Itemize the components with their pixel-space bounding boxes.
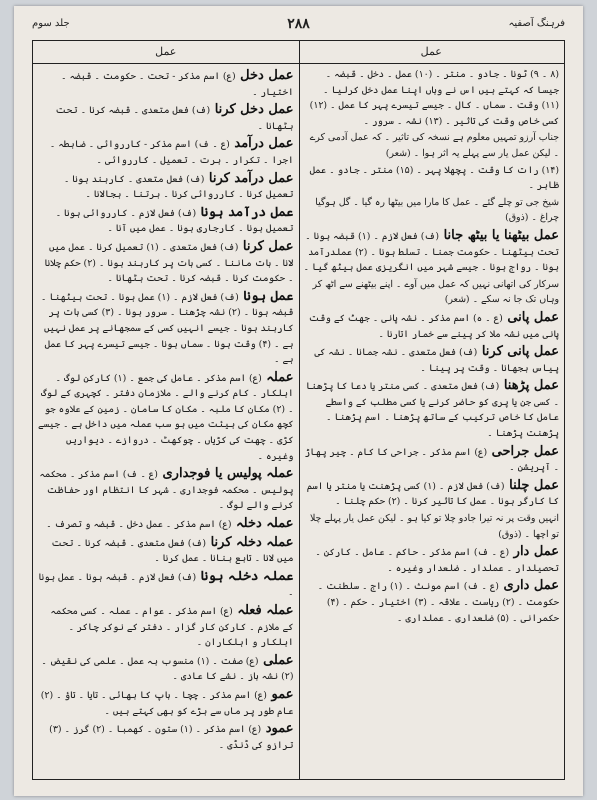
entry-headword: عمل درآمد [234,136,294,152]
entry-definition: (ف) فعل متعدی ۔ نشہ جمانا ۔ نشہ کی پیاس بجھانا ۔ وقت پر پینا ۔ [314,347,559,374]
entry-definition: (ف) فعل متعدی ۔ کسی منتر یا دعا کا پڑھنا ۔ کسی جن یا پری کو حاضر کرنے یا کسی مطلب کے واسطے عامل کا خاص ترکیب کے ساتھ پڑھنا ۔ اسم پڑھنا ۔ پڑھنت پڑھنا ۔ [305,381,559,440]
entry-definition: (ع ۔ ف) اسم مونث ۔ (۱) راج ۔ سلطنت ۔ حکومت ۔ (۲) ریاست ۔ علاقہ ۔ (۳) اختیار ۔ حکم ۔ (۴) حکمرانی ۔ (۵) ضلعداری ۔ عملداری ۔ [317,581,559,624]
dictionary-entry [38,720,294,753]
entry-definition: (ف) فعل متعدی ۔ (۱) تعمیل کرنا ۔ عمل میں لانا ۔ بات ماننا ۔ کسی بات پر کاربند ہونا ۔ (۲) حکم چلانا ۔ حکومت کرنا ۔ قبضہ کرنا ۔ تحت بٹھانا ۔ [44,241,294,285]
entry-headword: عملہ [266,369,294,385]
dictionary-entry [38,288,294,368]
dictionary-entry [304,163,560,194]
dictionary-entry [38,652,294,685]
entry-definition: (ف) فعل متعدی ۔ قبضہ کرنا ۔ تحت میں لانا ۔ تابع بنانا ۔ عمل کرنا ۔ [51,537,294,565]
entry-definition: (ع) اسم مذکر ۔ چچا ۔ باپ کا بھائی ۔ تایا ۔ تاؤ ۔ (۲) عام طور پر ماں سے بڑے کو بھی کہتے ہیں ۔ [40,689,294,717]
page-number: ۲۸۸ [287,16,310,32]
entry-definition: (ع) اسم مذکر ۔ عمل دخل ۔ قبضہ و تصرف ۔ [46,519,232,531]
dictionary-entry [304,377,560,441]
entry-headword: عملہ پولیس یا فوجداری [162,466,294,482]
entry-definition: سرکار کی اتھانی نہیں کہ عمل میں آوے ۔ اپنے بیٹھنے سے اٹھ کر وہاں تک جا نہ سکے ۔ (شعر) [312,278,559,306]
entry-definition: (ف) فعل لازم ۔ قبضہ ہونا ۔ عمل ہونا ۔ [38,571,294,599]
entry-headword: عمل چلنا [509,477,559,493]
entry-definition: (ف) فعل لازم ۔ کارروائی ہونا ۔ تعمیل ہونا ۔ کارجاری ہونا ۔ عمل میں آنا ۔ [55,207,294,235]
entry-headword: عمل پانی [507,309,559,325]
entry-definition: (ع ۔ ہ) اسم مذکر ۔ نشہ پانی ۔ جھٹ کے وقت پانی میں نشہ ملا کر پینے سے خمار اتارنا ۔ [308,312,559,340]
dictionary-entry [38,101,294,134]
entry-definition: (ع) اسم مذکر - تحت ۔ حکومت ۔ قبضہ ۔ اختیار ۔ [61,71,294,98]
right-column-heading: عمل [299,41,565,64]
dictionary-entry [38,170,294,203]
entry-definition: (ع) اسم مذکر ۔ عوام ۔ عملہ ۔ کسی محکمہ کے ملازم ۔ کارکن کار گزار ۔ دفتر کے نوکر چاکر ۔ اہلکار و اہلکاران ۔ [50,606,294,649]
dictionary-entry [38,238,294,287]
left-column-heading: عمل [33,41,299,64]
column-divider [299,41,300,779]
dictionary-entry [304,443,560,476]
entry-headword: عمل دخل [240,68,294,83]
entry-headword: عمل جراحی [491,443,559,459]
book-title: فرہنگ آصفیہ [508,18,565,29]
entry-headword: عمل بیٹھنا یا بیٹھ جانا [443,227,559,243]
entry-definition: (ع) اسم مذکر ۔ جراحی کا کام ۔ چیر پھاڑ ۔ آپریشن ۔ [304,446,559,474]
dictionary-entry [38,204,294,237]
entry-headword: عملہ دخلہ کرنا [210,534,294,550]
dictionary-entry [304,477,560,510]
dictionary-entry [304,309,560,342]
entry-headword: عملہ دخلہ [236,516,294,532]
entry-definition: (ف) فعل متعدی ۔ کاربند ہونا ۔ تعمیل کرنا ۔ کارروائی کرنا ۔ برتنا ۔ بجالانا ۔ [63,173,294,201]
entry-definition: (ف) فعل متعدی ۔ قبضہ کرنا ۔ تحت بٹھانا ۔ [55,105,294,132]
entry-definition: (۸ ۔ ۹) ٹونا ۔ جادو ۔ منتر ۔ (۱۰) عمل ۔ دخل ۔ قبضہ ۔ جیسا کہ کہتے ہیں اس نے وہاں اپنا عمل دخل کرلیا ۔ (۱۱) وقت ۔ سماں ۔ کال ۔ جیسے تیسرے پہر کا عمل ۔ (۱۲) کسی خاص وقت کی تاثیر ۔ (۱۳) نشہ ۔ سرور ۔ [309,69,559,127]
entry-headword: عملی [263,652,294,668]
entry-headword: عملہ فعلہ [237,603,294,618]
text-frame [32,40,565,780]
entry-headword: عمل پانی کرنا [481,344,559,360]
dictionary-entry [38,568,294,601]
dictionary-entry [38,534,294,567]
dictionary-entry [38,602,294,651]
dictionary-entry [304,277,560,308]
volume-label: جلد سوم [32,18,70,29]
entry-headword: عمو [271,686,294,702]
dictionary-entry [304,130,560,161]
entry-definition: انہیں وقت پر نہ تیرا جادو چلا تو کیا ہو ۔ لیکن عمل یار پہلے چلا تو اچھا ۔ (ذوق) [309,513,559,540]
entry-headword: عمود [265,721,294,737]
dictionary-entry [304,227,560,276]
dictionary-entry [304,577,560,626]
right-column [304,67,560,775]
entry-definition: (۱۴) رات کا وقت ۔ پچھلا پہر ۔ (۱۵) منتر ۔ جادو ۔ عمل ظاہر ۔ [309,164,559,192]
dictionary-entry [304,67,560,129]
entry-definition: (ع) اسم مذکر ۔ عامل کی جمع ۔ (۱) کارکن لوگ ۔ اہلکار ۔ کام کرنے والے ۔ ملازمان دفتر ۔ کچہری کے لوگ ۔ (۲) مکان کا ملبہ ۔ مکان کا سامان ۔ زمین کے علاوہ جو کچھ مکان کی ہیئت میں ہو سب عملہ میں داخل ہے ۔ جیسے کڑی ۔ چھت کی کڑیاں ۔ چوکھٹ ۔ دروازے ۔ دیواریں وغیرہ ۔ [38,372,294,462]
entry-headword: عمل کرنا [242,238,294,254]
dictionary-entry [38,369,294,465]
entry-headword: عمل دار [513,544,559,560]
running-head [32,16,565,36]
dictionary-entry [38,135,294,168]
entry-definition: (ع) اسم مذکر ۔ (۱) ستون ۔ کھمبا ۔ (۲) گرز ۔ (۳) ترازو کی ڈنڈی ۔ [49,724,294,751]
entry-definition: شیخ جی تو چلے گئے ۔ عمل کا مارا میں بیٹھا رہ گیا ۔ گل ہوگیا چراغ ۔ (ذوق) [315,196,559,224]
entry-headword: عمل پڑھنا [503,378,559,394]
entry-definition: (ع ۔ ف) اسم مذکر ۔ محکمہ پولیس ۔ محکمہ فوجداری ۔ شہر کا انتظام اور حفاظت کرنے والے لوگ ۔ [39,469,294,512]
dictionary-entry [304,343,560,376]
dictionary-entry [38,67,294,100]
dictionary-entry [304,511,560,542]
dictionary-entry [38,515,294,533]
dictionary-entry [38,686,294,719]
left-column [38,67,294,775]
entry-definition: (ع) صفت ۔ (۱) منسوب بہ عمل ۔ علمی کی نقیض ۔ (۲) نشہ باز ۔ نشے کا عادی ۔ [41,655,294,683]
entry-headword: عملہ دخلہ ہونا [200,568,294,584]
entry-definition: (ع ۔ ف) اسم مذکر ۔ حاکم ۔ عامل ۔ کارکن ۔ تحصیلدار ۔ عملدار ۔ ضلعدار وغیرہ ۔ [315,547,559,574]
dictionary-page [14,6,583,796]
entry-headword: عمل درآمد کرنا [208,170,294,186]
entry-headword: عمل درآمد ہونا [200,204,294,220]
dictionary-entry [38,465,294,514]
entry-definition: (ف) فعل لازم ۔ (۱) عمل ہونا ۔ تحت بیٹھنا ۔ قبضہ ہونا ۔ (۲) نشہ چڑھنا ۔ سرور ہونا ۔ (۳) کسی بات پر کاربند ہونا ۔ جیسے انہیں کسی کے سمجھانے پر عمل نہیں ہے ۔ (۴) وقت ہونا ۔ سماں ہونا ۔ جیسے تیسرے پہر کا عمل ہے ۔ [40,291,294,366]
dictionary-entry [304,543,560,576]
entry-definition: (ع ۔ ف) اسم مذکر - کارروائی ۔ ضابطہ ۔ اجرا ۔ تکرار ۔ برت ۔ تعمیل ۔ کارروائی ۔ [49,139,294,166]
entry-headword: عمل ہونا [243,288,294,304]
dictionary-entry [304,195,560,226]
entry-definition: (ف) فعل لازم ۔ (۱) قبضہ ہونا ۔ تحت بیٹھنا ۔ حکومت جمنا ۔ تسلط ہونا ۔ (۲) عملدرآمد ہونا ۔ رواج ہونا ۔ جیسے شہر میں انگریزی عمل بیٹھ گیا ۔ [303,230,559,274]
entry-definition: (ف) فعل لازم ۔ (۱) کسی پڑھنت یا منتر یا اسم کا کارگر ہونا ۔ عمل کا تاثیر کرنا ۔ (۲) حکم چلنا ۔ [306,480,559,508]
entry-headword: عمل دخل کرنا [214,102,294,118]
entry-definition: جناب آرزو تمہیں معلوم ہے نسخہ کی تاثیر ۔ کہ عمل آدمی کرے ۔ لیکن عمل یار سے پہلے یہ اثر ہوا ۔ (شعر) [309,132,559,159]
entry-headword: عمل داری [503,578,559,594]
